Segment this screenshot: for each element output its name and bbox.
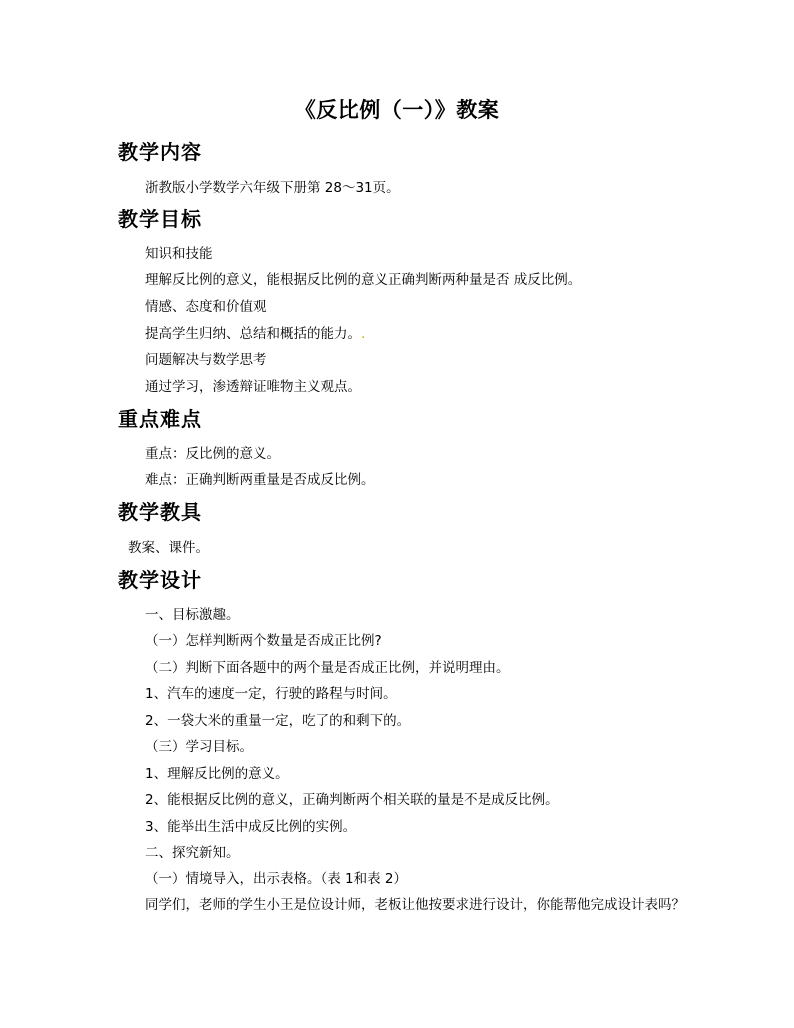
design-line-1: 一、目标激趣。 xyxy=(145,607,240,623)
content-line-1: 浙教版小学数学六年级下册第 28～31页。 xyxy=(145,180,400,196)
design-line-2: （一）怎样判断两个数量是否成正比例? xyxy=(145,633,382,649)
heading-teaching-goals: 教学目标 xyxy=(118,207,202,231)
heading-teaching-content: 教学内容 xyxy=(118,140,202,164)
design-line-3: （二）判断下面各题中的两个量是否成正比例，并说明理由。 xyxy=(145,660,510,676)
goals-line-4-text: 提高学生归纳、总结和概括的能力。 xyxy=(145,326,361,342)
goals-line-5: 问题解决与数学思考 xyxy=(145,352,267,368)
design-line-11: （一）情境导入，出示表格。（表 1和表 2） xyxy=(145,871,408,887)
design-line-10: 二、探究新知。 xyxy=(145,845,240,861)
design-line-6: （三）学习目标。 xyxy=(145,739,253,755)
design-line-9: 3、能举出生活中成反比例的实例。 xyxy=(145,819,357,835)
keypoints-line-1: 重点：反比例的意义。 xyxy=(145,446,280,462)
keypoints-line-2: 难点：正确判断两重量是否成反比例。 xyxy=(145,472,375,488)
heading-teaching-design: 教学设计 xyxy=(118,568,202,592)
goals-line-2: 理解反比例的意义，能根据反比例的意义正确判断两种量是否 成反比例。 xyxy=(145,272,582,288)
design-line-5: 2、一袋大米的重量一定，吃了的和剩下的。 xyxy=(145,713,411,729)
tools-line-1: 教案、课件。 xyxy=(128,540,209,556)
design-line-12: 同学们，老师的学生小王是位设计师，老板让他按要求进行设计，你能帮他完成设计表吗？ xyxy=(145,897,685,913)
heading-teaching-tools: 教学教具 xyxy=(118,500,202,524)
design-line-4: 1、汽车的速度一定，行驶的路程与时间。 xyxy=(145,686,397,702)
goals-line-3: 情感、态度和价值观 xyxy=(145,299,267,315)
heading-key-difficult-points: 重点难点 xyxy=(118,407,202,431)
goals-line-6: 通过学习，渗透辩证唯物主义观点。 xyxy=(145,379,361,395)
document-title: 《反比例（一）》教案 xyxy=(294,97,500,122)
design-line-8: 2、能根据反比例的意义，正确判断两个相关联的量是不是成反比例。 xyxy=(145,792,559,808)
stray-mark: . xyxy=(361,326,366,342)
design-line-7: 1、理解反比例的意义。 xyxy=(145,766,289,782)
goals-line-4 xyxy=(145,322,365,342)
goals-line-1: 知识和技能 xyxy=(145,246,213,262)
